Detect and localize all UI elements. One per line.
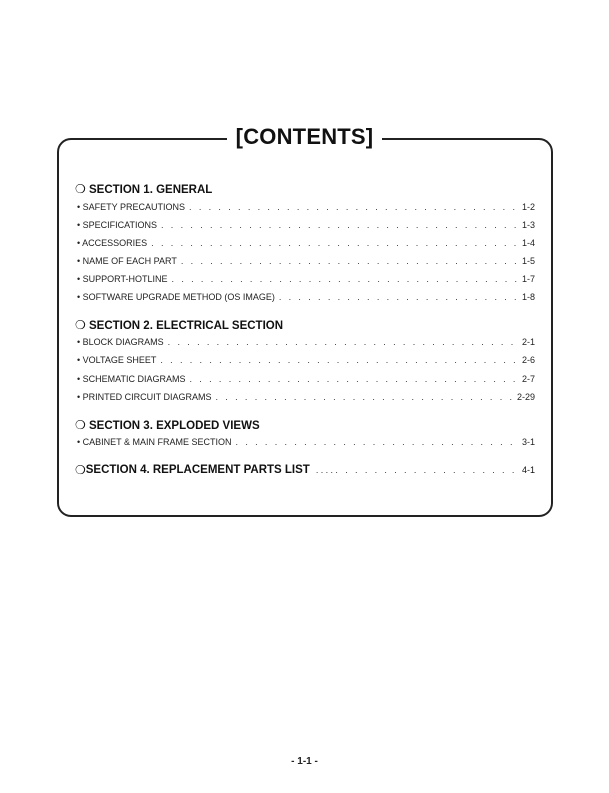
entry-label: • BLOCK DIAGRAMS bbox=[77, 337, 164, 347]
dot-leader bbox=[216, 391, 514, 403]
entry-label: • SAFETY PRECAUTIONS bbox=[77, 202, 186, 212]
toc-entry-voltage-sheet[interactable] bbox=[77, 354, 535, 366]
contents-title-wrap bbox=[0, 122, 609, 155]
entry-label: • SOFTWARE UPGRADE METHOD (OS IMAGE) bbox=[77, 292, 275, 302]
section-2-heading bbox=[75, 318, 535, 333]
entry-page: 3-1 bbox=[521, 437, 535, 447]
dot-leader bbox=[189, 201, 519, 213]
dot-leader bbox=[181, 255, 519, 267]
circle-bullet-icon: ❍ bbox=[75, 418, 86, 432]
contents-title: [CONTENTS] bbox=[227, 122, 383, 152]
entry-page: 1-5 bbox=[521, 256, 535, 266]
dot-leader bbox=[236, 436, 519, 448]
page-number: - 1-1 - bbox=[291, 756, 318, 767]
dot-leader bbox=[279, 291, 519, 303]
toc-entry-safety-precautions[interactable] bbox=[77, 201, 535, 213]
section-4-heading[interactable] bbox=[75, 463, 535, 477]
dot-leader bbox=[151, 237, 519, 249]
entry-page: 4-1 bbox=[521, 465, 535, 475]
section-label: SECTION 3. EXPLODED VIEWS bbox=[89, 420, 260, 432]
circle-bullet-icon: ❍ bbox=[75, 318, 86, 332]
circle-bullet-icon: ❍ bbox=[75, 182, 86, 196]
dot-leader bbox=[161, 219, 519, 231]
entry-page: 1-2 bbox=[521, 202, 535, 212]
entry-label: • VOLTAGE SHEET bbox=[77, 355, 157, 365]
entry-page: 2-29 bbox=[516, 392, 535, 402]
entry-page: 1-7 bbox=[521, 274, 535, 284]
toc-entry-support-hotline[interactable] bbox=[77, 273, 535, 285]
entry-page: 1-8 bbox=[521, 292, 535, 302]
dot-leader bbox=[160, 354, 519, 366]
entry-page: 1-4 bbox=[521, 238, 535, 248]
entry-label: • PRINTED CIRCUIT DIAGRAMS bbox=[77, 392, 212, 402]
entry-page: 1-3 bbox=[521, 220, 535, 230]
toc-entry-name-of-each-part[interactable] bbox=[77, 255, 535, 267]
toc-entry-schematic-diagrams[interactable] bbox=[77, 373, 535, 385]
entry-label: • SPECIFICATIONS bbox=[77, 220, 157, 230]
section-label: SECTION 2. ELECTRICAL SECTION bbox=[89, 320, 284, 332]
dot-leader bbox=[316, 463, 519, 477]
section-1-heading bbox=[75, 182, 535, 197]
dot-leader bbox=[168, 336, 519, 348]
toc-entry-block-diagrams[interactable] bbox=[77, 336, 535, 348]
toc-entry-printed-circuit-diagrams[interactable] bbox=[77, 391, 535, 403]
dot-leader bbox=[172, 273, 519, 285]
entry-label: • NAME OF EACH PART bbox=[77, 256, 177, 266]
entry-page: 2-1 bbox=[521, 337, 535, 347]
entry-page: 2-6 bbox=[521, 355, 535, 365]
entry-label: • CABINET & MAIN FRAME SECTION bbox=[77, 437, 232, 447]
section-label: SECTION 4. REPLACEMENT PARTS LIST bbox=[85, 464, 310, 476]
toc-entry-specifications[interactable] bbox=[77, 219, 535, 231]
section-3-heading bbox=[75, 418, 535, 433]
circle-bullet-icon: ❍ bbox=[75, 463, 86, 477]
section-label: SECTION 1. GENERAL bbox=[89, 184, 213, 196]
entry-page: 2-7 bbox=[521, 374, 535, 384]
toc-entry-accessories[interactable] bbox=[77, 237, 535, 249]
dot-leader bbox=[190, 373, 519, 385]
entry-label: • SUPPORT-HOTLINE bbox=[77, 274, 168, 284]
entry-label: • SCHEMATIC DIAGRAMS bbox=[77, 374, 186, 384]
toc-entry-software-upgrade[interactable] bbox=[77, 291, 535, 303]
toc-entry-cabinet-main-frame[interactable] bbox=[77, 436, 535, 448]
entry-label: • ACCESSORIES bbox=[77, 238, 148, 248]
